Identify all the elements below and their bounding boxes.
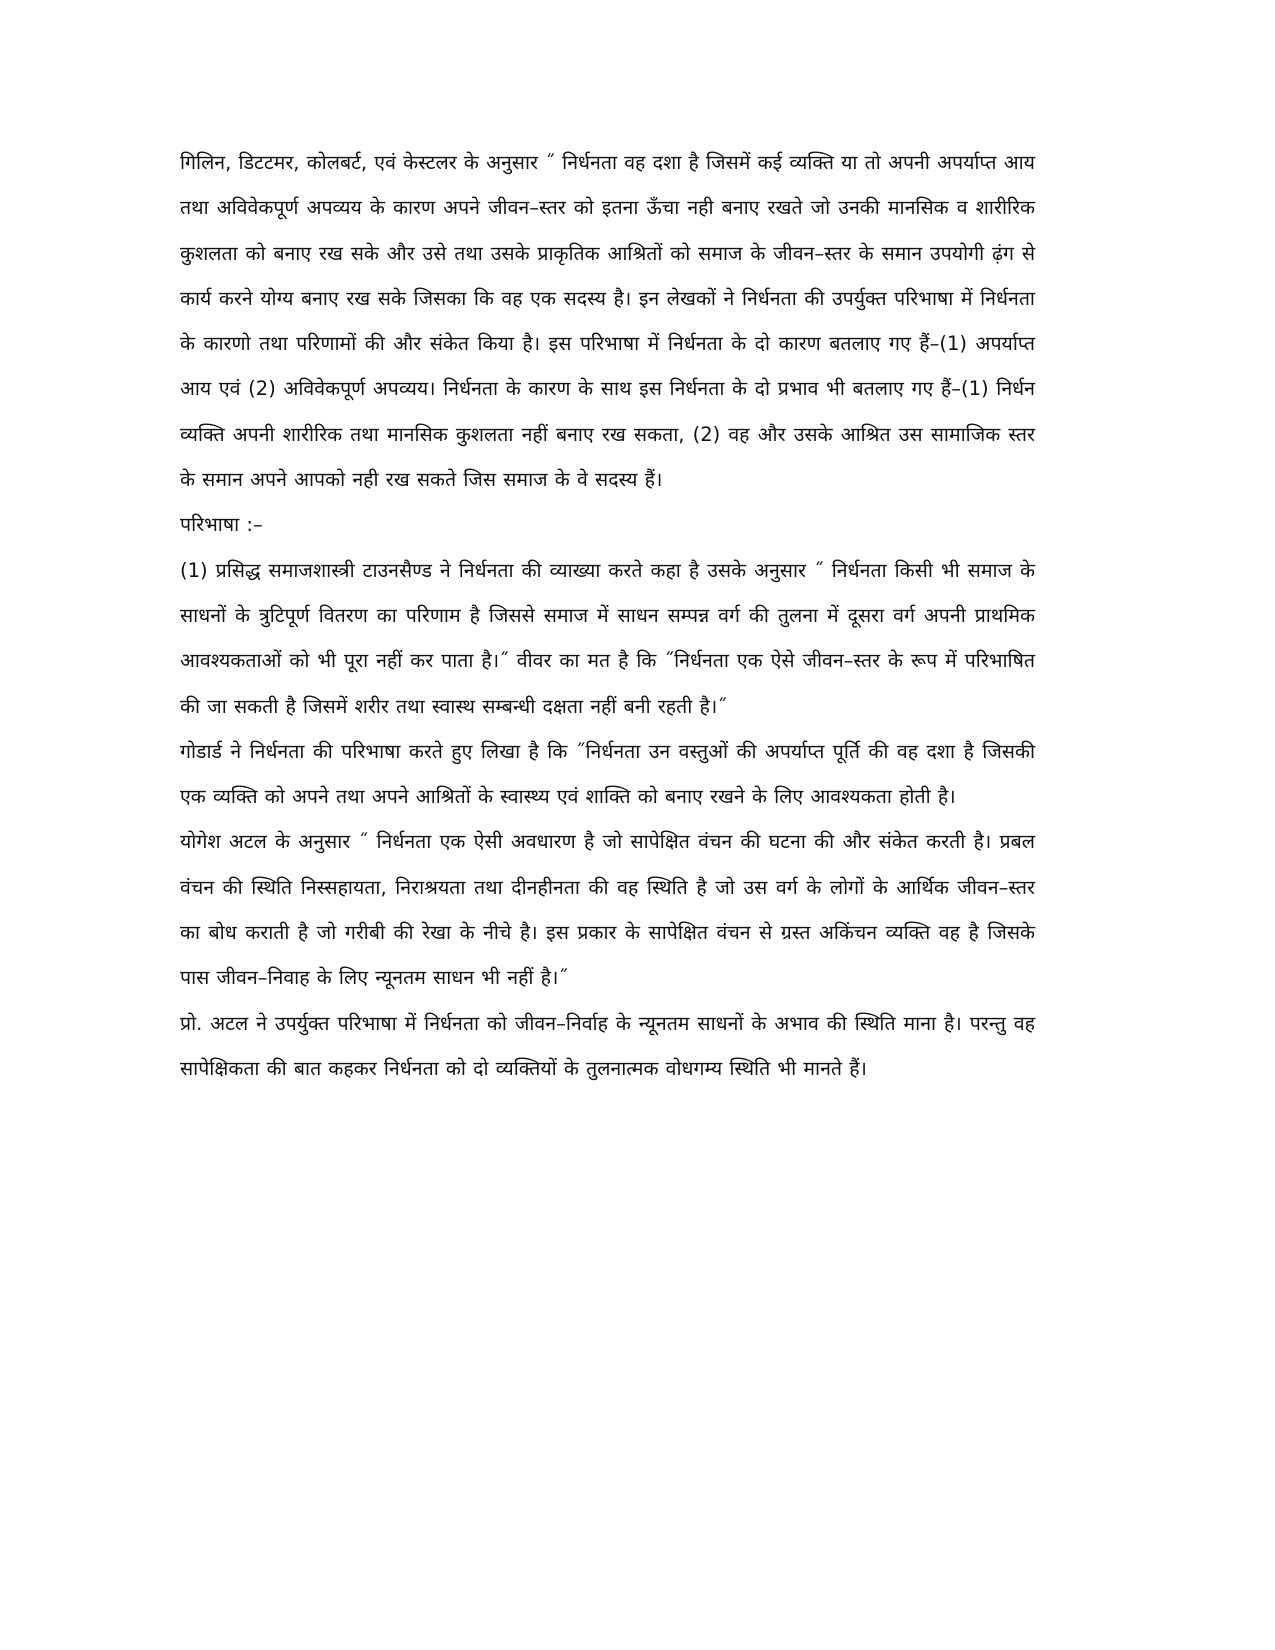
paragraph-gillin-definition: गिलिन, डिटटमर, कोलबर्ट, एवं केस्टलर के अनुसार ˝ निर्धनता वह दशा है जिसमें कई व्यक्ति या तो अपनी अपर्याप्त आय तथा अविवेकपूर्ण अपव्यय के कारण अपने जीवन–स्तर को इतना ऊँचा नही बनाए रखते जो उनकी मानसिक व शारीरिक कुशलता को बनाए रख सके और उसे तथा उसके प्राकृतिक आश्रितों को समाज के जीवन–स्तर के समान उपयोगी ढ़ंग से कार्य करने योग्य बनाए रख सके जिसका कि वह एक सदस्य है। इन लेखकों ने निर्धनता की उपर्युक्त परिभाषा में निर्धनता के कारणो तथा परिणामों की और संकेत किया है। इस परिभाषा में निर्धनता के दो कारण बतलाए गए हैं–(1) अपर्याप्त आय एवं (2) अविवेकपूर्ण अपव्यय। निर्धनता के कारण के साथ इस निर्धनता के दो प्रभाव भी बतलाए गए हैं–(1) निर्धन व्यक्ति अपनी शारीरिक तथा मानसिक कुशलता नहीं बनाए रख सकता, (2) वह और उसके आश्रित उस सामाजिक स्तर के समान अपने आपको नही रख सकते जिस समाज के वे सदस्य हैं। xyxy=(180,151,1035,492)
document-body xyxy=(180,140,1035,1091)
paragraph-atal-commentary: प्रो. अटल ने उपर्युक्त परिभाषा में निर्धनता को जीवन–निर्वाह के न्यूनतम साधनों के अभाव की स्थिति माना है। परन्तु वह सापेक्षिकता की बात कहकर निर्धनता को दो व्यक्तियों के तुलनात्मक वोधगम्य स्थिति भी मानते हैं। xyxy=(180,1011,1035,1080)
paragraph-townsend-weaver: (1) प्रसिद्ध समाजशास्त्री टाउनसैण्ड ने निर्धनता की व्याख्या करते कहा है उसके अनुसार ˝ निर्धनता किसी भी समाज के साधनों के त्रुटिपूर्ण वितरण का परिणाम है जिससे समाज में साधन सम्पन्न वर्ग की तुलना में दूसरा वर्ग अपनी प्राथमिक आवश्यकताओं को भी पूरा नहीं कर पाता है।˝ वीवर का मत है कि ˝निर्धनता एक ऐसे जीवन–स्तर के रूप में परिभाषित की जा सकती है जिसमें शरीर तथा स्वास्थ सम्बन्धी दक्षता नहीं बनी रहती है।˝ xyxy=(180,558,1035,718)
paragraph-yogesh-atal: योगेश अटल के अनुसार ˝ निर्धनता एक ऐसी अवधारण है जो सापेक्षित वंचन की घटना की और संकेत करती है। प्रबल वंचन की स्थिति निस्सहायता, निराश्रयता तथा दीनहीनता की वह स्थिति है जो उस वर्ग के लोगों के आर्थिक जीवन–स्तर का बोध कराती है जो गरीबी की रेखा के नीचे है। इस प्रकार के सापेक्षित वंचन से ग्रस्त अकिंचन व्यक्ति वह है जिसके पास जीवन–निवाह के लिए न्यूनतम साधन भी नहीं है।˝ xyxy=(180,830,1035,990)
paragraph-goddard: गोडार्ड ने निर्धनता की परिभाषा करते हुए लिखा है कि ˝निर्धनता उन वस्तुओं की अपर्याप्त पूर्ति की वह दशा है जिसकी एक व्यक्ति को अपने तथा अपने आश्रितों के स्वास्थ्य एवं शाक्ति को बनाए रखने के लिए आवश्यकता होती है। xyxy=(180,739,1035,809)
definition-heading: परिभाषा :– xyxy=(180,513,263,537)
